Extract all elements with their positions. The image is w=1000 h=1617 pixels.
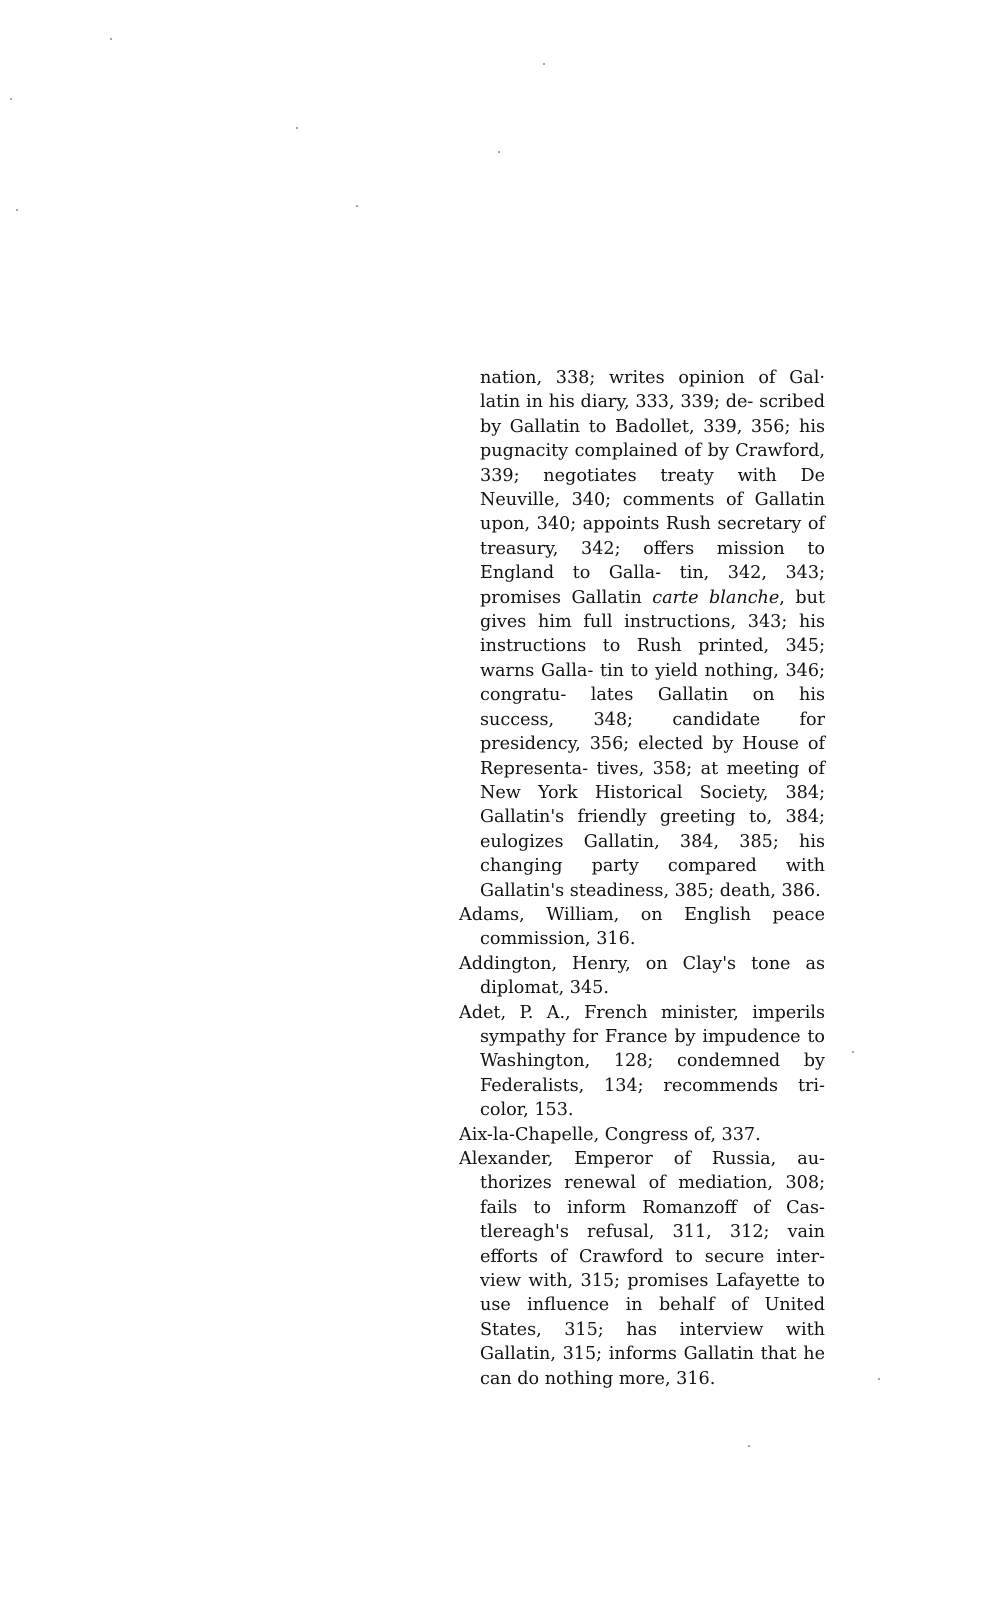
scan-speck — [110, 38, 112, 40]
scan-speck — [16, 209, 18, 211]
scan-speck — [498, 151, 500, 153]
scan-speck — [543, 63, 545, 65]
continuation-text: nation, 338; writes opinion of Gal· latin in his diary, 333, 339; de‑ scribed by Gallatin to Badollet, 339, 356; his pugnacity complained of by Crawford, 339; negotiates treaty with De Neuville, 340; comments of Gallatin upon, 340; appoints Rush secretary of treasury, 342; offers mission to England to Galla- tin, 342, 343; promises Gallatin — [480, 368, 825, 608]
index-entry: Alexander, Emperor of Russia, au- thorizes renewal of mediation, 308; fails to inform Romanzoff of Cas- tlereagh's refusal, 311, 312; vain efforts of Crawford to secure inter- view with, 315; promises Lafayette to use influence in behalf of United States, 315; has interview with Gallatin, 315; informs Gallatin that he can do nothing more, 316. — [459, 1149, 825, 1389]
continuation-text-rest: , but gives him full instructions, 343; his instructions to Rush printed, 345; warns Galla- tin to yield nothing, 346; congratu- lates Gallatin on his success, 348; candidate for presidency, 356; elected by House of Representa- tives, 358; at meeting of New York Historical Society, 384; Gallatin's friendly greeting to, 384; eulogizes Gallatin, 384, 385; his changing party compared with Gallatin's steadiness, 385; death, 386. — [480, 587, 826, 901]
index-entry: Aix-la-Chapelle, Congress of, 337. — [459, 1124, 761, 1145]
scan-speck — [852, 1051, 854, 1053]
scan-speck — [296, 127, 298, 129]
index-entry: Adet, P. A., French minister, imperils sympathy for France by impudence to Washington, 128; condemned by Federalists, 134; recommends tri- color, 153. — [459, 1002, 825, 1121]
index-entry: Addington, Henry, on Clay's tone as diplomat, 345. — [459, 953, 825, 999]
index-column — [459, 366, 825, 1391]
scan-speck — [748, 1445, 750, 1447]
index-entry-continuation — [459, 366, 825, 903]
index-entry: Adams, William, on English peace commission, 316. — [459, 904, 825, 950]
scan-speck — [356, 205, 358, 207]
scan-speck — [10, 98, 12, 100]
scan-speck — [878, 1378, 880, 1380]
italic-phrase: carte blanche — [652, 587, 780, 608]
